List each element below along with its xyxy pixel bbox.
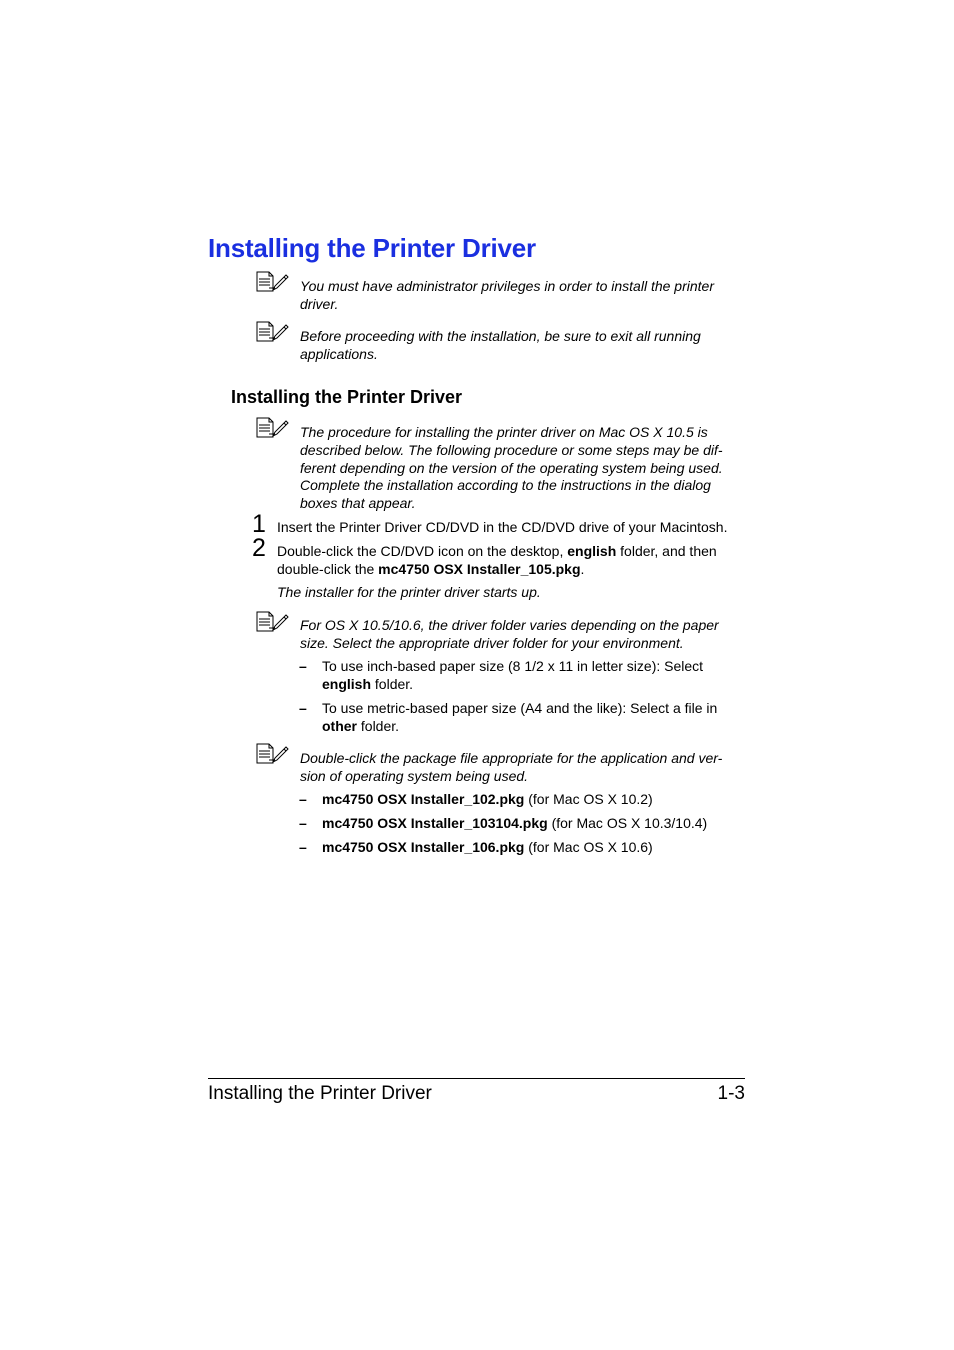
- note-pencil-icon: [255, 743, 289, 765]
- list-item: To use inch-based paper size (8 1/2 x 11 in letter size): Select english folder.: [322, 658, 704, 692]
- note-text: You must have administrator privileges in order to install the printer driver.: [300, 278, 714, 312]
- list-item: mc4750 OSX Installer_103104.pkg (for Mac OS X 10.3/10.4): [322, 815, 708, 831]
- note-pencil-icon: [255, 611, 289, 633]
- note-pencil-icon: [255, 321, 289, 343]
- list-item: To use metric-based paper size (A4 and the like): Select a file in other folder.: [322, 700, 718, 734]
- list-dash: –: [299, 700, 307, 716]
- note-pencil-icon: [255, 271, 289, 293]
- note-text: Before proceeding with the installation, be sure to exit all running applications.: [300, 328, 701, 362]
- page-title: Installing the Printer Driver: [208, 233, 536, 263]
- page-number: 1-3: [717, 1083, 745, 1104]
- section-title: Installing the Printer Driver: [231, 387, 463, 407]
- result-text: The installer for the printer driver starts up.: [277, 584, 541, 600]
- note-text: The procedure for installing the printer driver on Mac OS X 10.5 is described below. The following procedure or some steps may be dif-ferent depending on the version of the operating system being used. Complete the installation according to the instructions in the dialog boxes that appear.: [300, 424, 723, 512]
- step-number: 1: [252, 510, 266, 538]
- list-dash: –: [299, 791, 307, 807]
- note-text: For OS X 10.5/10.6, the driver folder varies depending on the paper size. Select the appropriate driver folder for your environment.: [300, 617, 719, 651]
- step-text: Insert the Printer Driver CD/DVD in the CD/DVD drive of your Macintosh.: [277, 519, 728, 535]
- list-item: mc4750 OSX Installer_102.pkg (for Mac OS X 10.2): [322, 791, 653, 807]
- note-pencil-icon: [255, 417, 289, 439]
- list-dash: –: [299, 815, 307, 831]
- note-text: Double-click the package file appropriate for the application and ver-sion of operating system being used.: [300, 750, 723, 784]
- step-number: 2: [252, 534, 266, 562]
- step-text: Double-click the CD/DVD icon on the desktop, english folder, and then double-click the mc4750 OSX Installer_105.pkg.: [277, 543, 717, 577]
- footer-rule: [208, 1078, 745, 1079]
- footer-title: Installing the Printer Driver: [208, 1083, 432, 1104]
- list-dash: –: [299, 658, 307, 674]
- list-dash: –: [299, 839, 307, 855]
- list-item: mc4750 OSX Installer_106.pkg (for Mac OS X 10.6): [322, 839, 653, 855]
